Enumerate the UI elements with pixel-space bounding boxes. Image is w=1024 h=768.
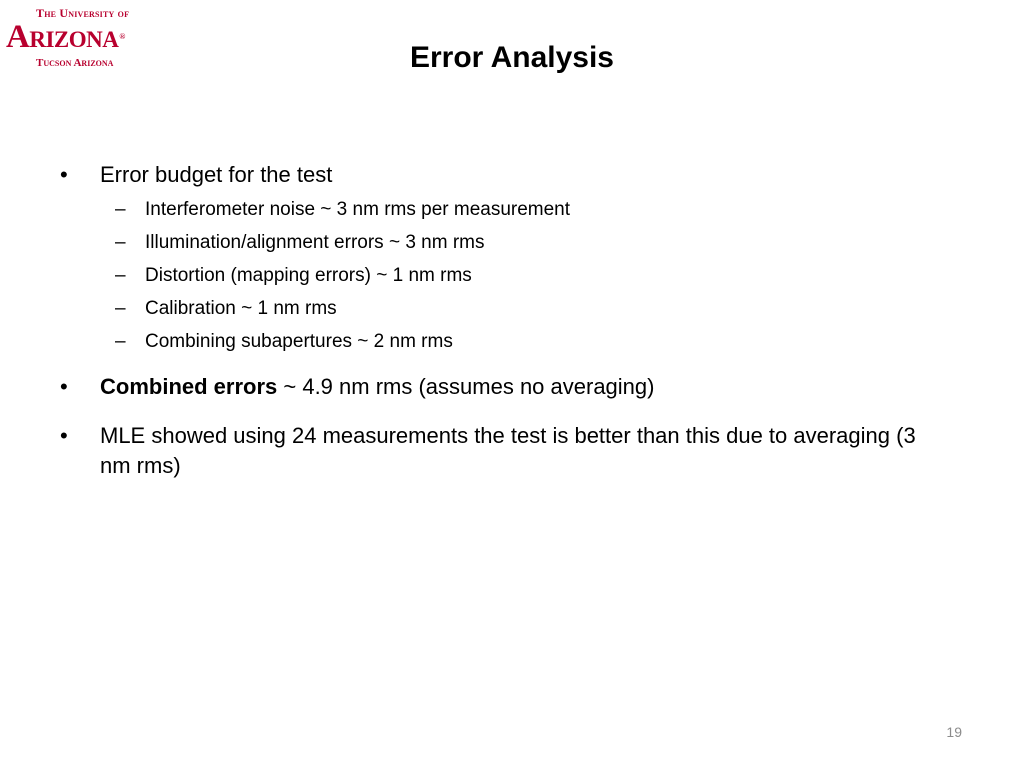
subbullet-illumination-errors — [115, 230, 485, 256]
bullet-combined-errors — [60, 372, 655, 402]
subbullet-text: Combining subapertures ~ 2 nm rms — [145, 331, 453, 352]
subbullet-text: Calibration ~ 1 nm rms — [145, 298, 337, 319]
registered-mark: ® — [119, 32, 125, 41]
bullet-marker: • — [60, 374, 68, 399]
bullet-marker: • — [60, 423, 68, 448]
bullet-mle-averaging — [60, 421, 940, 481]
subbullet-distortion — [115, 263, 472, 289]
dash-marker: – — [115, 232, 126, 253]
bullet-error-budget — [60, 160, 333, 190]
bullet-text: MLE showed using 24 measurements the test is better than this due to averaging (3 nm rms) — [100, 423, 916, 478]
logo-line-top: The University of — [36, 6, 130, 20]
subbullet-text: Interferometer noise ~ 3 nm rms per measurement — [145, 199, 571, 220]
subbullet-interferometer-noise — [115, 197, 571, 223]
logo-line-bottom: Tucson Arizona — [36, 57, 114, 69]
page-number: 19 — [946, 724, 962, 740]
bullet-text: Error budget for the test — [100, 162, 333, 187]
subbullet-combining-subapertures — [115, 329, 453, 355]
subbullet-text: Distortion (mapping errors) ~ 1 nm rms — [145, 265, 472, 286]
dash-marker: – — [115, 199, 126, 220]
dash-marker: – — [115, 298, 126, 319]
dash-marker: – — [115, 331, 126, 352]
bullet-text: ~ 4.9 nm rms (assumes no averaging) — [277, 374, 655, 399]
slide-title: Error Analysis — [410, 41, 614, 74]
logo-wordmark — [6, 18, 125, 56]
bullet-bold-text: Combined errors — [100, 374, 278, 399]
university-logo — [6, 4, 156, 70]
dash-marker: – — [115, 265, 126, 286]
bullet-marker: • — [60, 162, 68, 187]
subbullet-text: Illumination/alignment errors ~ 3 nm rms — [145, 232, 485, 253]
logo-wordmark-text: Arizona — [6, 19, 119, 55]
subbullet-calibration — [115, 296, 337, 322]
